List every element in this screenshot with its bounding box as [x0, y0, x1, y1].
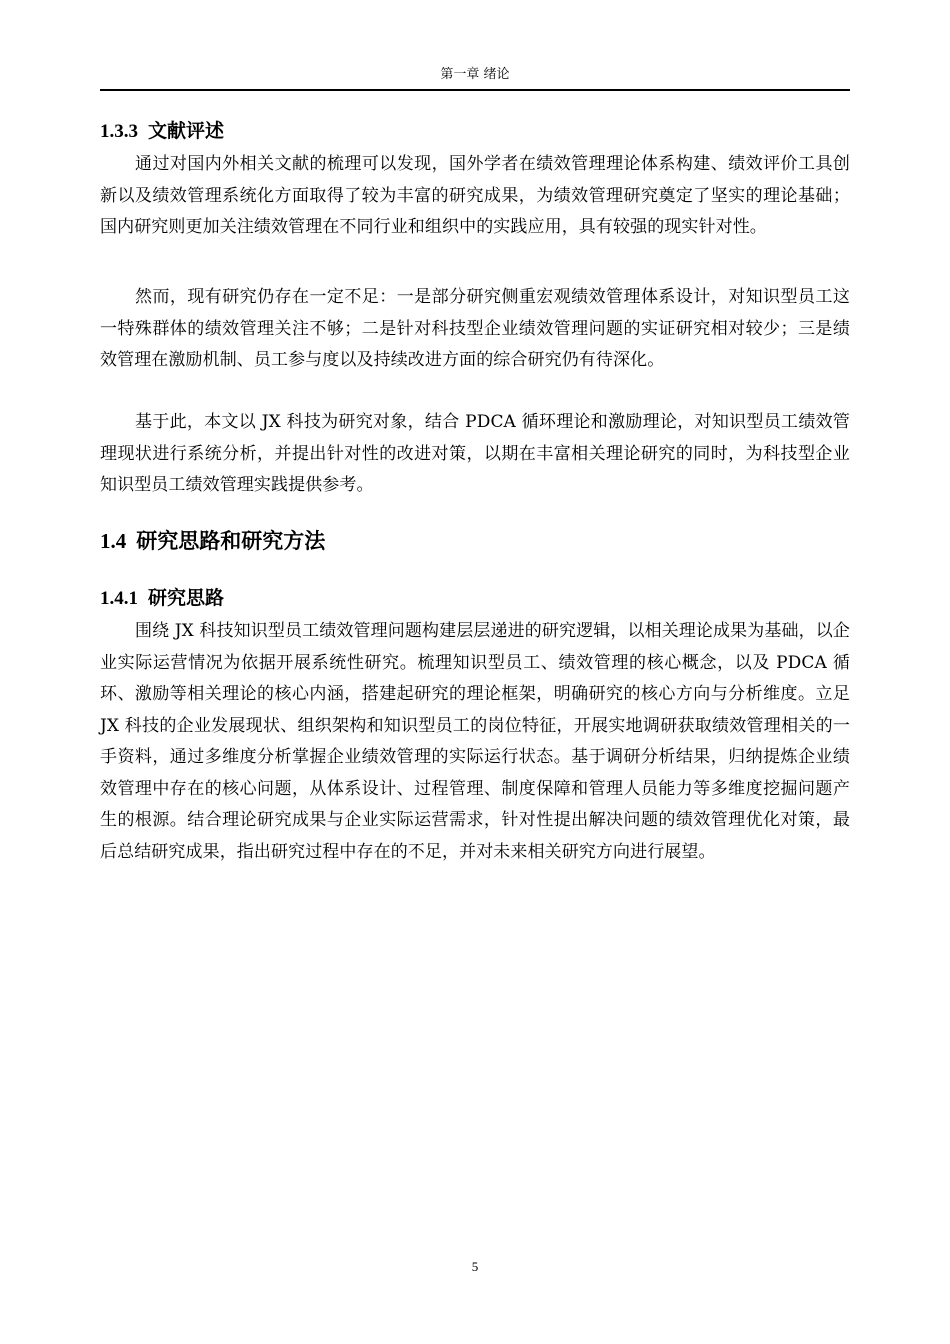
section-heading-1-3-3	[100, 117, 850, 146]
section-heading-1-4	[100, 526, 850, 556]
paragraph-1-3-3-b: 然而，现有研究仍存在一定不足：一是部分研究侧重宏观绩效管理体系设计，对知识型员工这一特殊群体的绩效管理关注不够；二是针对科技型企业绩效管理问题的实证研究相对较少；三是绩效管理在激励机制、员工参与度以及持续改进方面的综合研究仍有待深化。	[100, 287, 850, 370]
section-title: 文献评述	[148, 120, 225, 142]
paragraph-1-3-3-c: 基于此，本文以 JX 科技为研究对象，结合 PDCA 循环理论和激励理论，对知识型员工绩效管理现状进行系统分析，并提出针对性的改进对策，以期在丰富相关理论研究的同时，为科技型企业知识型员工绩效管理实践提供参考。	[100, 412, 850, 495]
section-number: 1.4	[100, 529, 127, 553]
paragraph-1-3-3-a: 通过对国内外相关文献的梳理可以发现，国外学者在绩效管理理论体系构建、绩效评价工具创新以及绩效管理系统化方面取得了较为丰富的研究成果，为绩效管理研究奠定了坚实的理论基础；国内研究则更加关注绩效管理在不同行业和组织中的实践应用，具有较强的现实针对性。	[100, 154, 850, 237]
running-header: 第一章 绪论	[440, 67, 510, 82]
section-number: 1.3.3	[100, 121, 138, 142]
paragraph-1-4-1-a: 围绕 JX 科技知识型员工绩效管理问题构建层层递进的研究逻辑，以相关理论成果为基础，以企业实际运营情况为依据开展系统性研究。梳理知识型员工、绩效管理的核心概念，以及 PDCA 循环、激励等相关理论的核心内涵，搭建起研究的理论框架，明确研究的核心方向与分析维度。立足 JX 科技的企业发展现状、组织架构和知识型员工的岗位特征，开展实地调研获取绩效管理相关的一手资料，通过多维度分析掌握企业绩效管理的实际运行状态。基于调研分析结果，归纳提炼企业绩效管理中存在的核心问题，从体系设计、过程管理、制度保障和管理人员能力等多维度挖掘问题产生的根源。结合理论研究成果与企业实际运营需求，针对性提出解决问题的绩效管理优化对策，最后总结研究成果，指出研究过程中存在的不足，并对未来相关研究方向进行展望。	[100, 621, 850, 862]
section-title: 研究思路和研究方法	[136, 528, 326, 553]
section-number: 1.4.1	[100, 588, 138, 609]
section-heading-1-4-1	[100, 584, 850, 613]
header-rule	[100, 89, 850, 91]
section-title: 研究思路	[148, 587, 225, 609]
page-number: 5	[471, 1259, 479, 1274]
